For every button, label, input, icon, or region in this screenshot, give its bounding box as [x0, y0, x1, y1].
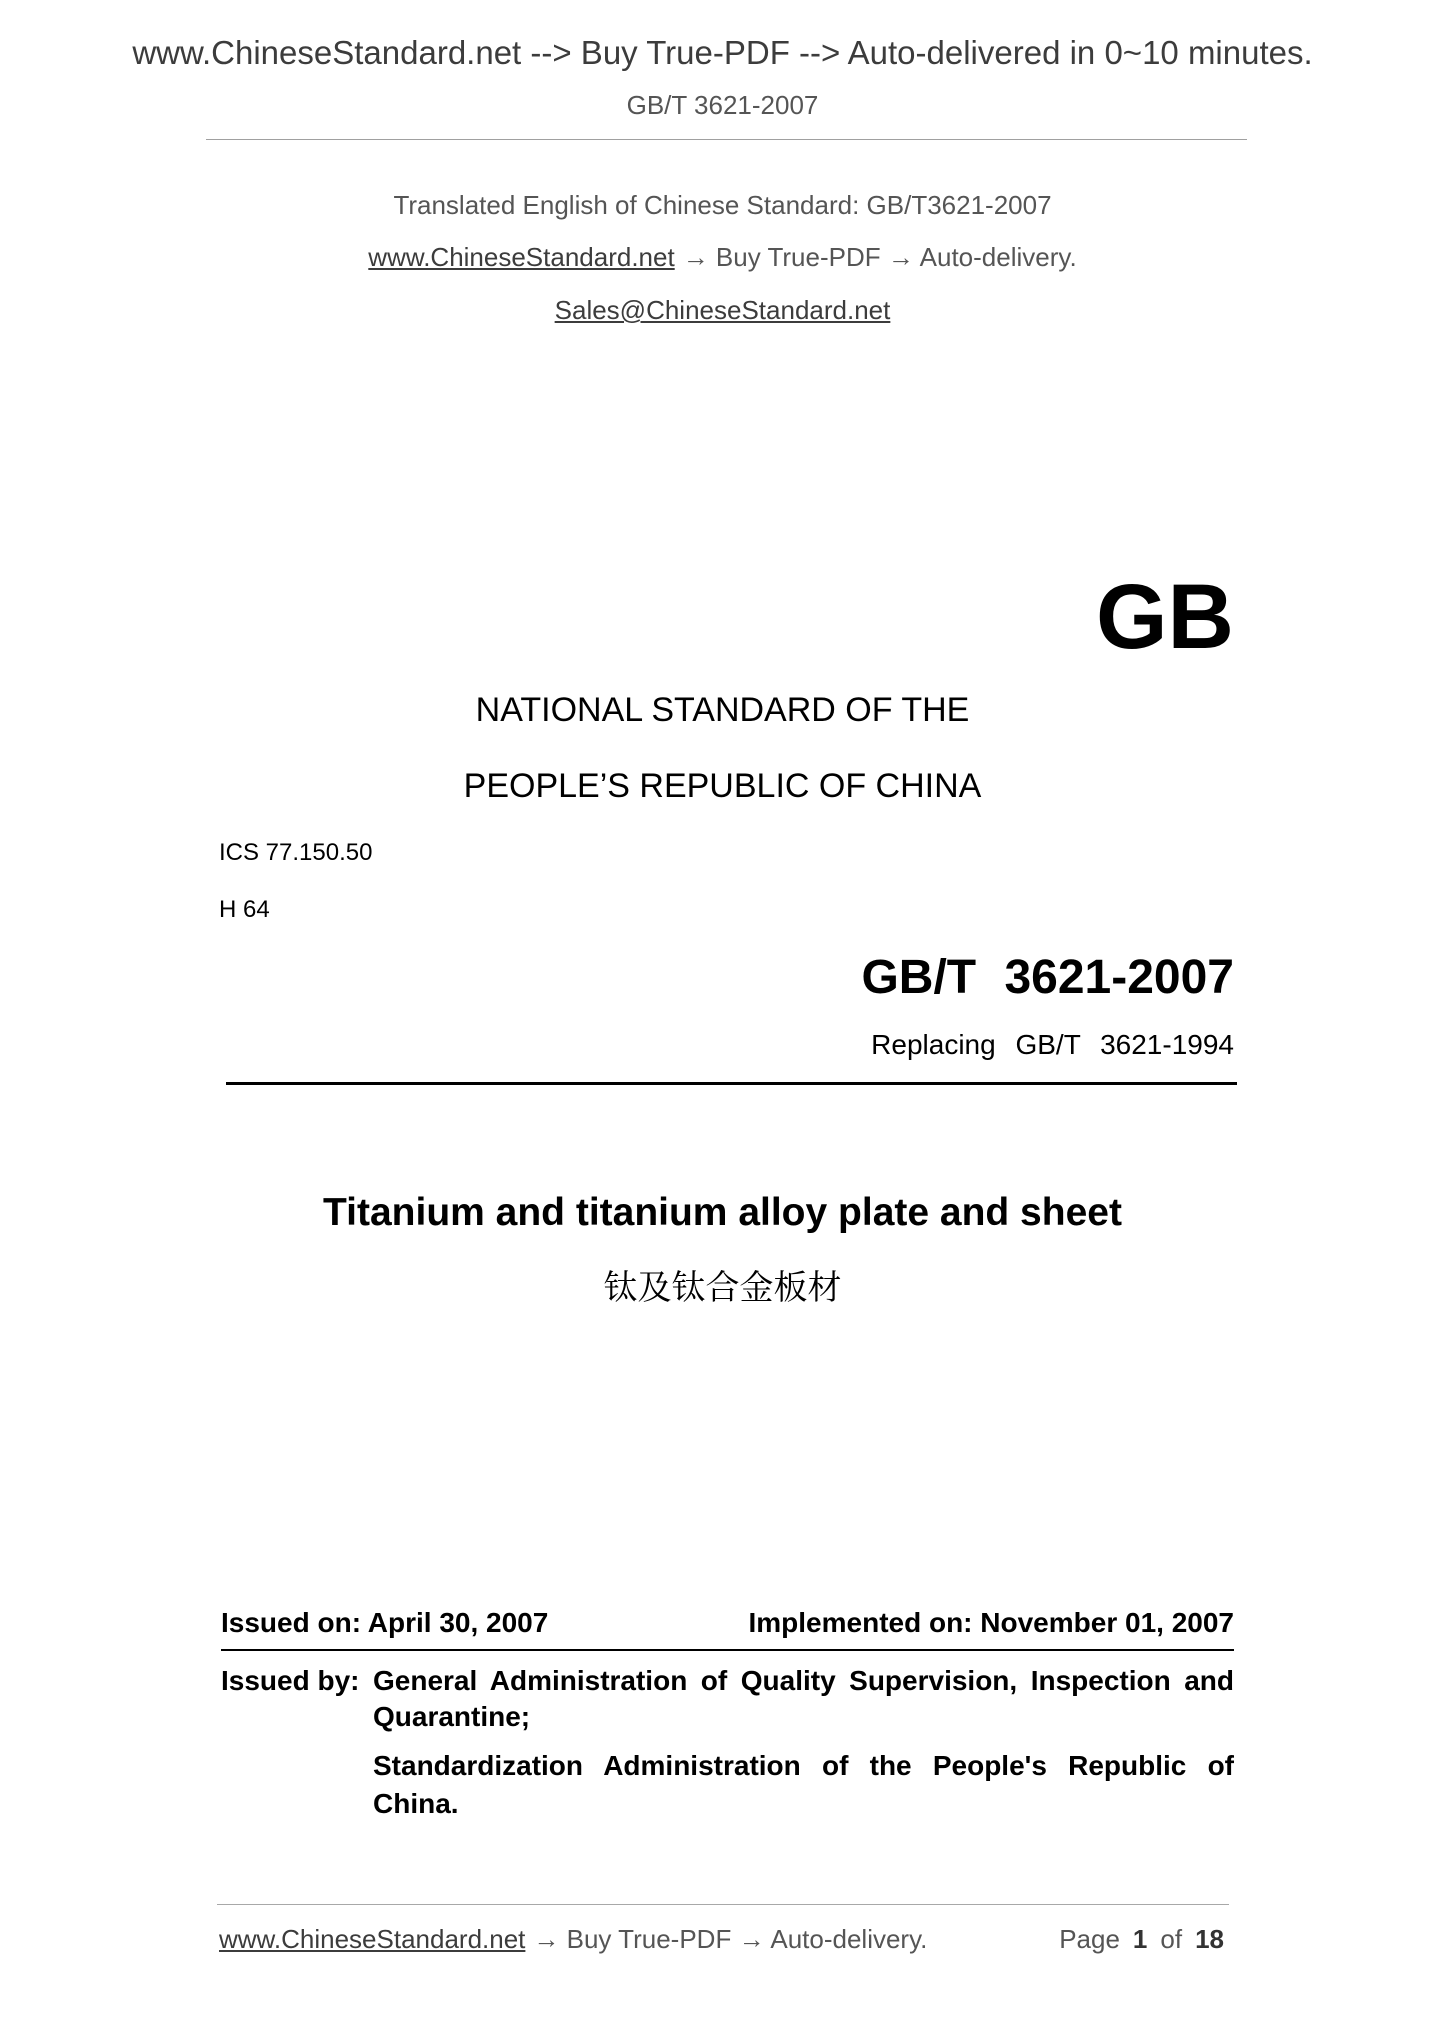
issue-dates-row: [221, 1609, 1234, 1637]
title-english: Titanium and titanium alloy plate and sheet: [323, 1191, 1122, 1234]
issue-divider: [221, 1649, 1234, 1651]
page-current: 1: [1132, 1924, 1148, 1954]
header-doc-code: GB/T 3621-2007: [626, 90, 819, 120]
standard-number: GB/T 3621-2007: [861, 951, 1234, 1004]
footer-divider: [217, 1904, 1229, 1905]
page-indicator: [1059, 1926, 1224, 1952]
issued-by-label: Issued by:: [221, 1665, 360, 1696]
issued-on-date: Issued on: April 30, 2007: [221, 1607, 549, 1638]
sales-email-link[interactable]: Sales@ChineseStandard.net: [554, 295, 891, 325]
national-standard-line1: NATIONAL STANDARD OF THE: [475, 691, 970, 729]
implemented-on-date: Implemented on: November 01, 2007: [748, 1607, 1234, 1638]
translation-link-line: [0, 244, 1445, 270]
footer-link-line: [219, 1926, 927, 1952]
site-link[interactable]: www.ChineseStandard.net: [368, 242, 675, 272]
replacing-standard: Replacing GB/T 3621-1994: [871, 1029, 1234, 1060]
issued-by-block: [221, 1667, 1234, 1827]
page-of-label: of: [1160, 1924, 1183, 1954]
issuer-1-line-2: Quarantine;: [373, 1701, 531, 1732]
translation-email-line: [0, 297, 1445, 323]
cover-divider: [226, 1082, 1237, 1085]
translation-title: Translated English of Chinese Standard: GB/T3621-2007: [393, 190, 1052, 220]
header-divider: [206, 139, 1247, 140]
header-banner: www.ChineseStandard.net --> Buy True-PDF --> Auto-delivered in 0~10 minutes.: [132, 34, 1313, 71]
footer-site-link[interactable]: www.ChineseStandard.net: [219, 1924, 526, 1954]
issuer-1-line-1: General Administration of Quality Supervision, Inspection and: [373, 1665, 1234, 1696]
issuer-2-line-2: China.: [373, 1788, 459, 1819]
national-standard-line2: PEOPLE’S REPUBLIC OF CHINA: [463, 767, 982, 805]
title-chinese: 钛及钛合金板材: [603, 1269, 842, 1307]
ccs-code: H 64: [219, 896, 270, 923]
gb-mark: GB: [1096, 566, 1234, 668]
page-label: Page: [1059, 1924, 1120, 1954]
issuer-2-line-1: Standardization Administration of the People's Republic of: [373, 1750, 1234, 1781]
footer-site-rest: → Buy True-PDF → Auto-delivery.: [533, 1924, 928, 1954]
ics-code: ICS 77.150.50: [219, 839, 373, 866]
site-link-rest: → Buy True-PDF → Auto-delivery.: [682, 242, 1077, 272]
page-total: 18: [1195, 1924, 1224, 1954]
